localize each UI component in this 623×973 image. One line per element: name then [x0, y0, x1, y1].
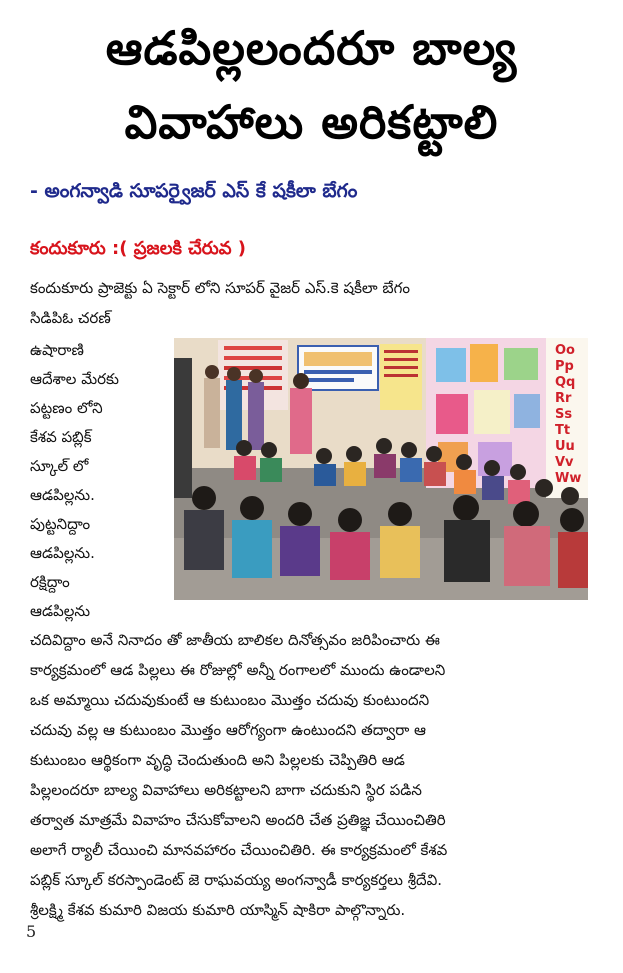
event-photo — [174, 338, 588, 600]
body-line: ఆదేశాల మేరకు — [30, 370, 119, 388]
body-line: చదివిద్దాం అనే నినాదం తో జాతీయ బాలికల దినోత్సవం జరిపించారు ఈ — [30, 631, 440, 649]
body-line: కార్యక్రమంలో ఆడ పిల్లలు ఈ రోజుల్లో అన్నీ రంగాలలో ముందు ఉండాలని — [30, 661, 446, 679]
byline: - అంగన్వాడి సూపర్వైజర్ ఎస్ కే షకీలా బేగం — [30, 180, 358, 202]
page-number: 5 — [26, 922, 37, 941]
body-line: స్కూల్ లో — [30, 457, 89, 475]
body-line: పిల్లలందరూ బాల్య వివాహాలు అరికట్టాలని బాగా చదుకుని స్థిర పడిన — [30, 781, 422, 799]
chart-letter: Vv — [555, 455, 574, 470]
body-line: తర్వాత మాత్రమే వివాహం చేసుకోవాలని అందరి చేత ప్రతిజ్ఞ చేయించితిరి — [30, 811, 446, 829]
chart-letter: Ww — [555, 471, 582, 486]
dateline: కందుకూరు :( ప్రజలకి చేరువ ) — [30, 238, 246, 259]
chart-letter: Pp — [555, 359, 574, 374]
chart-letter: Uu — [555, 439, 575, 454]
body-line: ఆడపిల్లను — [30, 602, 91, 620]
body-line: శ్రీలక్ష్మి కేశవ కుమారి విజయ కుమారి యాస్మిన్ షాకిరా పాల్గొన్నారు. — [30, 901, 406, 919]
body-line: పుట్టనిద్దాం — [30, 515, 91, 533]
body-line: కుటుంబం ఆర్థికంగా వృద్ధి చెందుతుంది అని పిల్లలకు చెప్పితిరి ఆడ — [30, 751, 405, 769]
body-line: పబ్లిక్ స్కూల్ కరస్పాండెంట్ జె రాఘవయ్య అంగన్వాడీ కార్యకర్తలు శ్రీదేవి. — [30, 871, 443, 889]
body-line: అలాగే ర్యాలీ చేయించి మానవహారం చేయించితిరి. ఈ కార్యక్రమంలో కేశవ — [30, 841, 448, 859]
body-line: ఒక అమ్మాయి చదువుకుంటే ఆ కుటుంబం మొత్తం చదువు కుంటుందని — [30, 691, 430, 709]
body-line: కేశవ పబ్లిక్ — [30, 428, 92, 446]
headline-line-2: వివాహాలు అరికట్టాలి — [124, 95, 499, 149]
body-line: రక్షిద్దాం — [30, 573, 70, 591]
headline-line-1: ఆడపిల్లలందరూ బాల్య — [105, 21, 518, 75]
chart-letter: Tt — [555, 423, 571, 438]
body-line: ఆడపిల్లను. — [30, 486, 95, 504]
chart-letter: Ss — [555, 407, 573, 422]
chart-letter: Qq — [555, 375, 576, 390]
body-line: సిడిపిఓ చరణ్ — [30, 309, 111, 327]
body-line: ఆడపిల్లను. — [30, 544, 95, 562]
body-line: చదువు వల్ల ఆ కుటుంబం మొత్తం ఆరోగ్యంగా ఉంటుందని తద్వారా ఆ — [30, 721, 427, 739]
body-line: కందుకూరు ప్రాజెక్టు ఏ సెక్టార్ లోని సూపర్ వైజర్ ఎస్.కె షకీలా బేగం — [30, 279, 410, 297]
chart-letter: Oo — [555, 343, 575, 358]
chart-letter: Rr — [555, 391, 572, 406]
body-line: ఉషారాణి — [30, 341, 84, 359]
body-line: పట్టణం లోని — [30, 399, 103, 417]
